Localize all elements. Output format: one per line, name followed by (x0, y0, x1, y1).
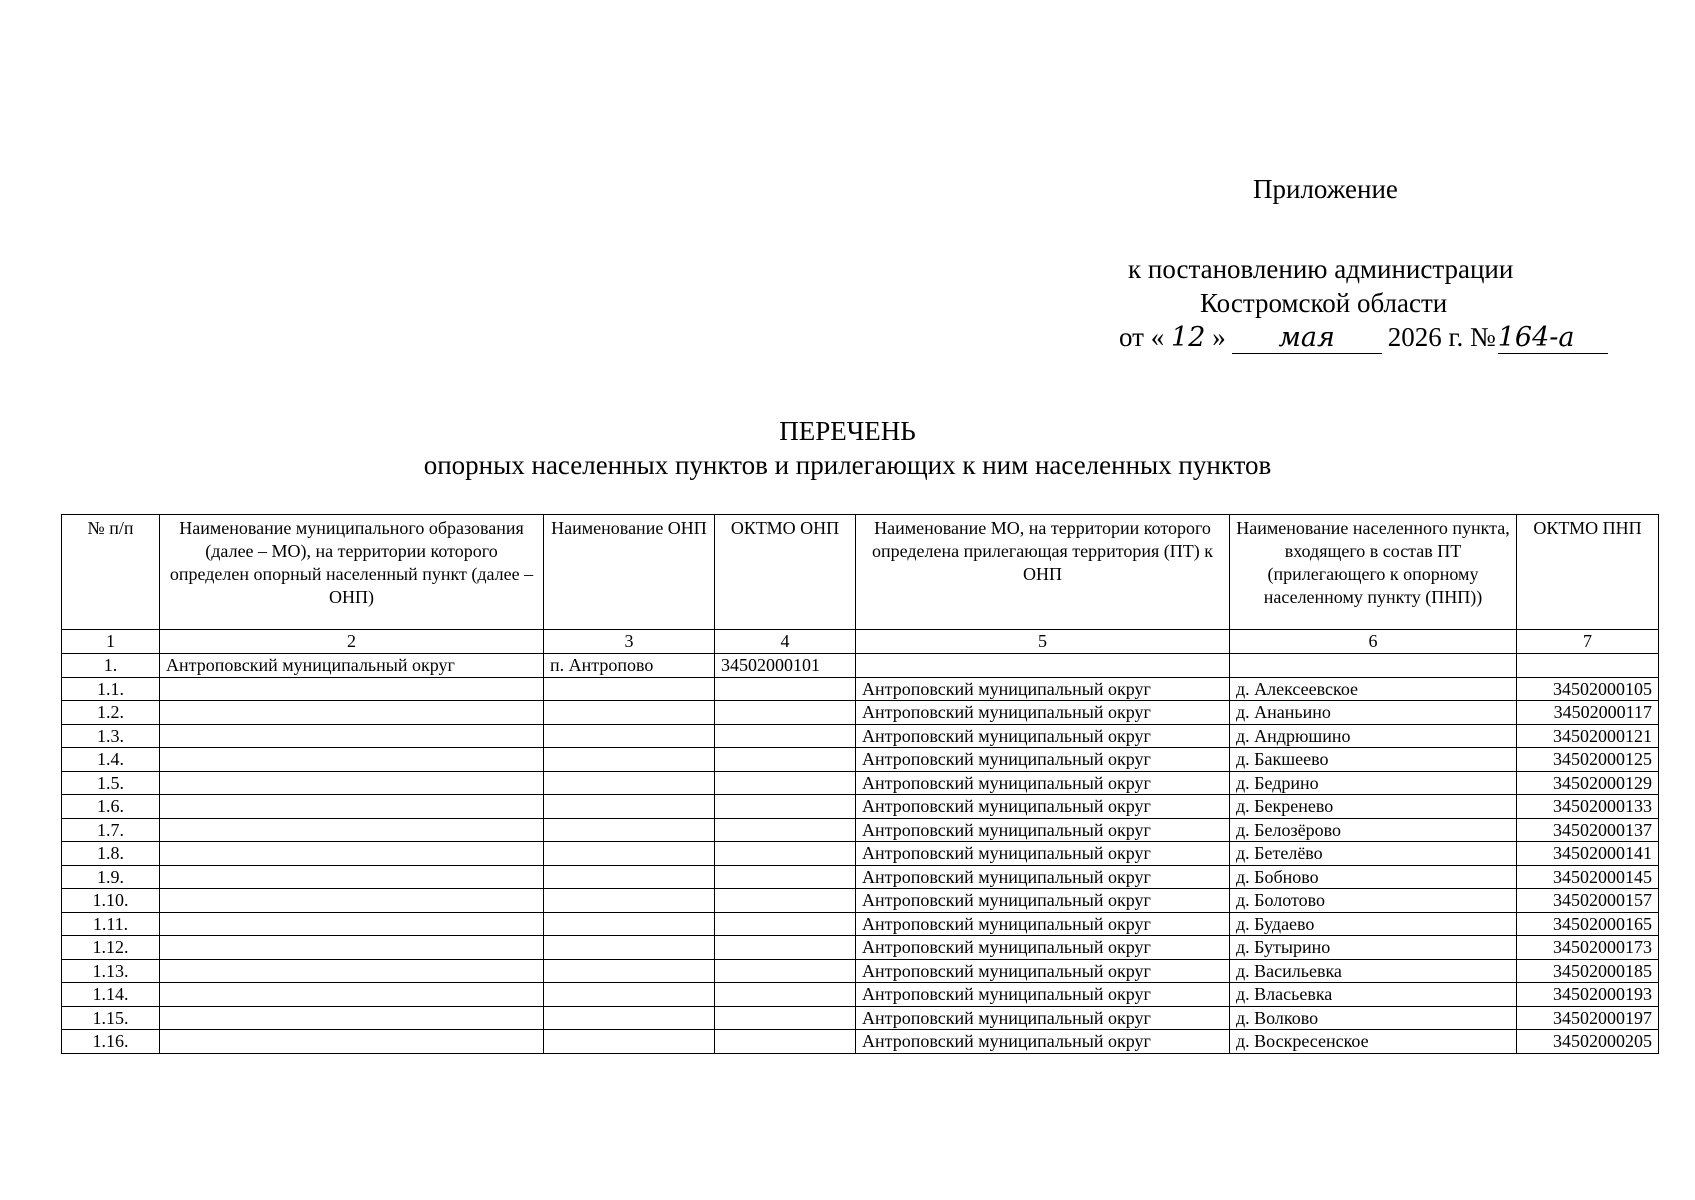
table-row (62, 912, 1659, 936)
onp-name-cell (544, 959, 715, 983)
pnp-oktmo-cell: 34502000137 (1517, 818, 1659, 842)
pnp-name-cell: д. Васильевка (1230, 959, 1517, 983)
table-row (62, 654, 1659, 678)
row-number: 1.5. (62, 771, 160, 795)
table-row (62, 701, 1659, 725)
onp-oktmo-cell (715, 724, 856, 748)
pt-municipality-cell: Антроповский муниципальный округ (856, 842, 1230, 866)
onp-oktmo-cell (715, 983, 856, 1007)
pnp-name-cell: д. Ананьино (1230, 701, 1517, 725)
pt-municipality-cell: Антроповский муниципальный округ (856, 1006, 1230, 1030)
pt-municipality-cell: Антроповский муниципальный округ (856, 912, 1230, 936)
municipality-cell (160, 701, 544, 725)
table-row (62, 865, 1659, 889)
document-title: ПЕРЕЧЕНЬ (779, 416, 916, 446)
header-cell: Наименование муниципального образования (далее – МО), на территории которого определен опорный населенный пункт (далее – ОНП) (160, 515, 544, 630)
appendix-title: Приложение (1253, 174, 1398, 204)
header-cell: ОКТМО ПНП (1517, 515, 1659, 630)
pnp-oktmo-cell: 34502000157 (1517, 889, 1659, 913)
municipality-cell (160, 983, 544, 1007)
municipality-cell (160, 724, 544, 748)
pnp-oktmo-cell: 34502000185 (1517, 959, 1659, 983)
row-number: 1.6. (62, 795, 160, 819)
onp-name-cell (544, 1006, 715, 1030)
column-number: 1 (62, 630, 160, 654)
pnp-oktmo-cell: 34502000193 (1517, 983, 1659, 1007)
table-row (62, 936, 1659, 960)
pnp-name-cell: д. Воскресенское (1230, 1030, 1517, 1054)
municipality-cell (160, 677, 544, 701)
onp-oktmo-cell (715, 842, 856, 866)
row-number: 1.2. (62, 701, 160, 725)
pt-municipality-cell: Антроповский муниципальный округ (856, 959, 1230, 983)
table-row (62, 677, 1659, 701)
onp-name-cell (544, 842, 715, 866)
pt-municipality-cell (856, 654, 1230, 678)
table-row (62, 842, 1659, 866)
row-number: 1.9. (62, 865, 160, 889)
pt-municipality-cell: Антроповский муниципальный округ (856, 795, 1230, 819)
municipality-cell (160, 771, 544, 795)
onp-oktmo-cell (715, 795, 856, 819)
municipality-cell (160, 842, 544, 866)
pnp-oktmo-cell: 34502000141 (1517, 842, 1659, 866)
onp-name-cell: п. Антропово (544, 654, 715, 678)
table-header-row (62, 515, 1659, 630)
pnp-oktmo-cell: 34502000205 (1517, 1030, 1659, 1054)
pnp-name-cell: д. Бобново (1230, 865, 1517, 889)
pt-municipality-cell: Антроповский муниципальный округ (856, 889, 1230, 913)
municipality-cell (160, 748, 544, 772)
onp-oktmo-cell (715, 865, 856, 889)
pnp-oktmo-cell: 34502000129 (1517, 771, 1659, 795)
onp-name-cell (544, 1030, 715, 1054)
row-number: 1. (62, 654, 160, 678)
pt-municipality-cell: Антроповский муниципальный округ (856, 818, 1230, 842)
pnp-name-cell: д. Болотово (1230, 889, 1517, 913)
date-year: 2026 г. № (1387, 322, 1496, 352)
onp-name-cell (544, 818, 715, 842)
onp-oktmo-cell (715, 677, 856, 701)
table-row (62, 748, 1659, 772)
onp-name-cell (544, 912, 715, 936)
onp-name-cell (544, 795, 715, 819)
row-number: 1.12. (62, 936, 160, 960)
pt-municipality-cell: Антроповский муниципальный округ (856, 724, 1230, 748)
table-row (62, 795, 1659, 819)
pnp-oktmo-cell: 34502000117 (1517, 701, 1659, 725)
pnp-oktmo-cell: 34502000121 (1517, 724, 1659, 748)
row-number: 1.10. (62, 889, 160, 913)
pnp-name-cell: д. Бедрино (1230, 771, 1517, 795)
table-row (62, 1006, 1659, 1030)
table-row (62, 959, 1659, 983)
column-number: 6 (1230, 630, 1517, 654)
onp-name-cell (544, 771, 715, 795)
pt-municipality-cell: Антроповский муниципальный округ (856, 771, 1230, 795)
onp-name-cell (544, 889, 715, 913)
onp-oktmo-cell (715, 818, 856, 842)
municipality-cell: Антроповский муниципальный округ (160, 654, 544, 678)
header-cell: ОКТМО ОНП (715, 515, 856, 630)
row-number: 1.11. (62, 912, 160, 936)
pnp-name-cell: д. Бетелёво (1230, 842, 1517, 866)
table-row (62, 889, 1659, 913)
pnp-oktmo-cell: 34502000133 (1517, 795, 1659, 819)
municipality-cell (160, 1030, 544, 1054)
date-mid: » (1212, 322, 1226, 352)
column-number: 3 (544, 630, 715, 654)
pnp-name-cell (1230, 654, 1517, 678)
pnp-oktmo-cell: 34502000165 (1517, 912, 1659, 936)
pnp-oktmo-cell: 34502000173 (1517, 936, 1659, 960)
table-row (62, 771, 1659, 795)
appendix-region-line: Костромской области (1200, 288, 1448, 318)
table-row (62, 983, 1659, 1007)
handwritten-number: 164-а (1498, 322, 1608, 354)
column-number: 2 (160, 630, 544, 654)
table-row (62, 724, 1659, 748)
pt-municipality-cell: Антроповский муниципальный округ (856, 865, 1230, 889)
column-number: 7 (1517, 630, 1659, 654)
row-number: 1.13. (62, 959, 160, 983)
pnp-name-cell: д. Алексеевское (1230, 677, 1517, 701)
pnp-name-cell: д. Бакшеево (1230, 748, 1517, 772)
onp-oktmo-cell (715, 889, 856, 913)
onp-name-cell (544, 983, 715, 1007)
row-number: 1.8. (62, 842, 160, 866)
onp-oktmo-cell (715, 1030, 856, 1054)
pnp-oktmo-cell: 34502000125 (1517, 748, 1659, 772)
onp-name-cell (544, 677, 715, 701)
table-row (62, 1030, 1659, 1054)
settlements-table (61, 514, 1659, 1054)
onp-oktmo-cell (715, 748, 856, 772)
onp-name-cell (544, 748, 715, 772)
municipality-cell (160, 936, 544, 960)
row-number: 1.4. (62, 748, 160, 772)
header-cell: № п/п (62, 515, 160, 630)
row-number: 1.1. (62, 677, 160, 701)
municipality-cell (160, 818, 544, 842)
pnp-name-cell: д. Андрюшино (1230, 724, 1517, 748)
document-subtitle: опорных населенных пунктов и прилегающих к ним населенных пунктов (423, 450, 1272, 480)
header-cell: Наименование МО, на территории которого определена прилегающая территория (ПТ) к ОНП (856, 515, 1230, 630)
row-number: 1.16. (62, 1030, 160, 1054)
appendix-resolution-line: к постановлению администрации (1128, 254, 1514, 284)
pnp-name-cell: д. Власьевка (1230, 983, 1517, 1007)
row-number: 1.7. (62, 818, 160, 842)
table-row (62, 818, 1659, 842)
onp-oktmo-cell (715, 771, 856, 795)
pt-municipality-cell: Антроповский муниципальный округ (856, 701, 1230, 725)
onp-name-cell (544, 936, 715, 960)
pnp-name-cell: д. Бекренево (1230, 795, 1517, 819)
date-prefix: от « (1119, 322, 1165, 352)
column-number: 5 (856, 630, 1230, 654)
pt-municipality-cell: Антроповский муниципальный округ (856, 983, 1230, 1007)
municipality-cell (160, 795, 544, 819)
pnp-oktmo-cell: 34502000197 (1517, 1006, 1659, 1030)
municipality-cell (160, 889, 544, 913)
municipality-cell (160, 959, 544, 983)
onp-name-cell (544, 701, 715, 725)
onp-oktmo-cell (715, 959, 856, 983)
onp-name-cell (544, 724, 715, 748)
pt-municipality-cell: Антроповский муниципальный округ (856, 1030, 1230, 1054)
column-number: 4 (715, 630, 856, 654)
onp-oktmo-cell: 34502000101 (715, 654, 856, 678)
handwritten-month: мая (1232, 322, 1382, 354)
handwritten-day: 12 (1171, 322, 1206, 353)
onp-oktmo-cell (715, 912, 856, 936)
appendix-date-line (1119, 322, 1608, 354)
table-body (62, 654, 1659, 1054)
pnp-oktmo-cell: 34502000105 (1517, 677, 1659, 701)
municipality-cell (160, 865, 544, 889)
municipality-cell (160, 1006, 544, 1030)
row-number: 1.3. (62, 724, 160, 748)
row-number: 1.14. (62, 983, 160, 1007)
header-cell: Наименование ОНП (544, 515, 715, 630)
onp-oktmo-cell (715, 1006, 856, 1030)
row-number: 1.15. (62, 1006, 160, 1030)
pnp-oktmo-cell (1517, 654, 1659, 678)
pnp-name-cell: д. Будаево (1230, 912, 1517, 936)
column-number-row (62, 630, 1659, 654)
onp-oktmo-cell (715, 701, 856, 725)
pt-municipality-cell: Антроповский муниципальный округ (856, 936, 1230, 960)
pt-municipality-cell: Антроповский муниципальный округ (856, 677, 1230, 701)
pnp-name-cell: д. Волково (1230, 1006, 1517, 1030)
pnp-name-cell: д. Белозёрово (1230, 818, 1517, 842)
header-cell: Наименование населенного пункта, входящего в состав ПТ (прилегающего к опорному населенному пункту (ПНП)) (1230, 515, 1517, 630)
municipality-cell (160, 912, 544, 936)
pnp-oktmo-cell: 34502000145 (1517, 865, 1659, 889)
pnp-name-cell: д. Бутырино (1230, 936, 1517, 960)
onp-oktmo-cell (715, 936, 856, 960)
onp-name-cell (544, 865, 715, 889)
pt-municipality-cell: Антроповский муниципальный округ (856, 748, 1230, 772)
